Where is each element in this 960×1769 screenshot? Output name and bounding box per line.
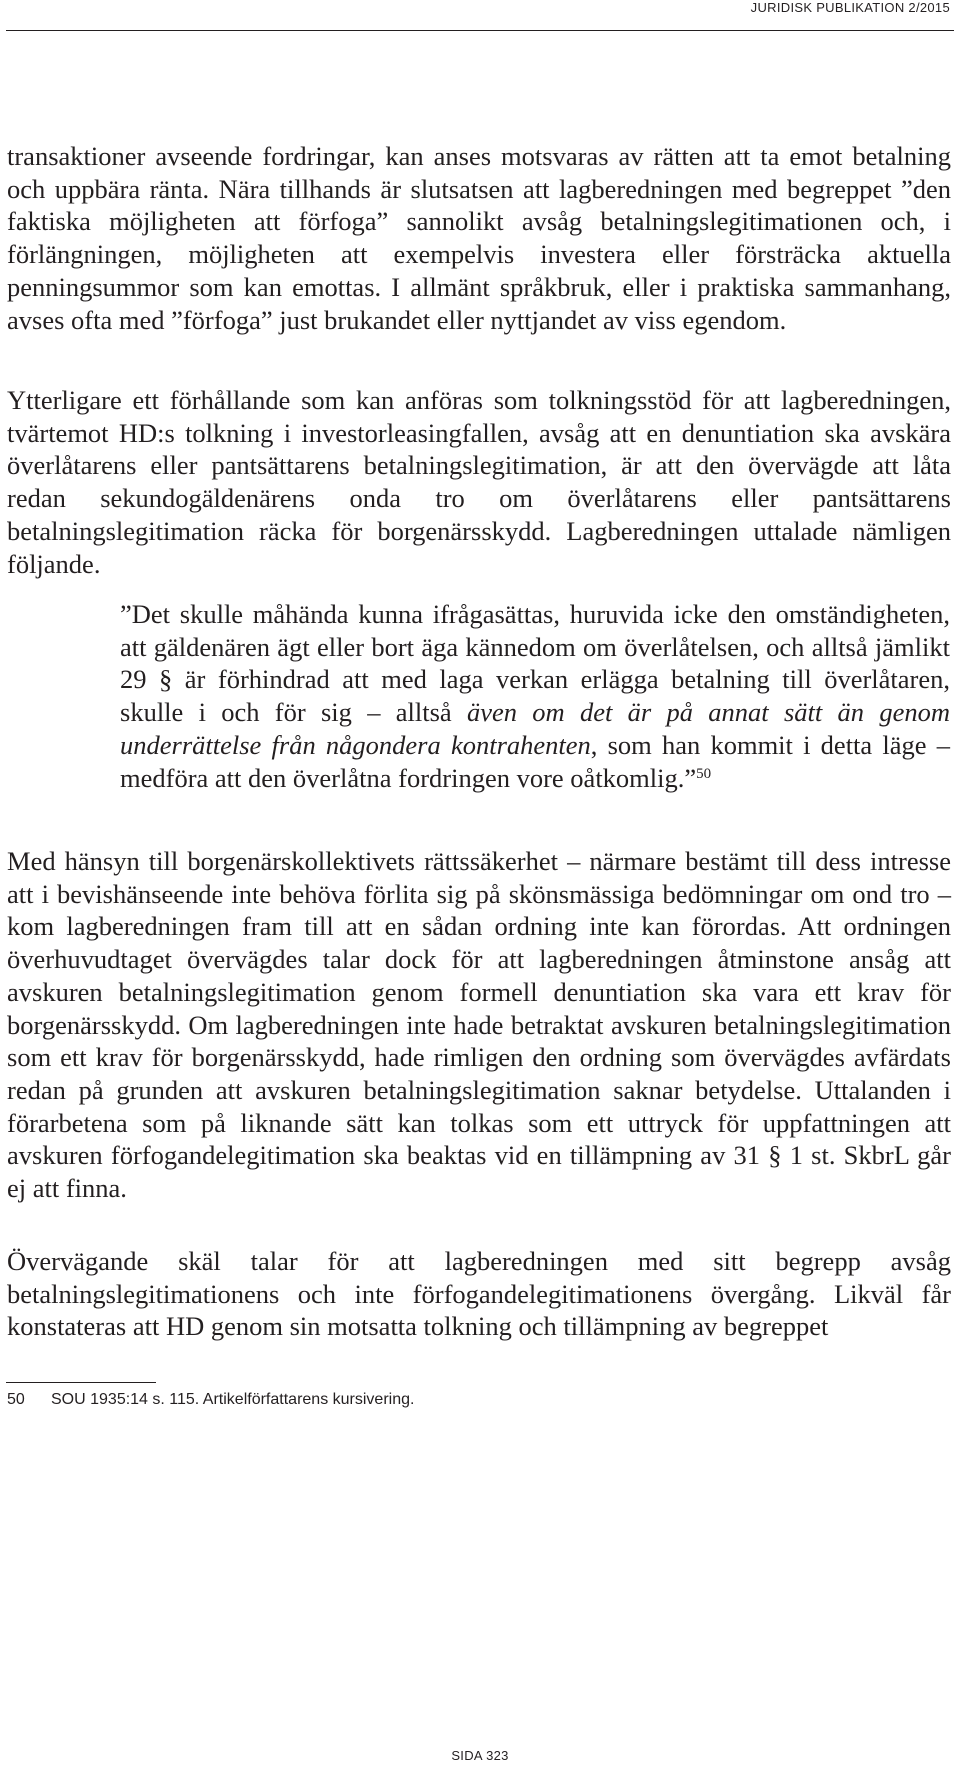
footnote — [7, 1390, 414, 1410]
footnote-text: SOU 1935:14 s. 115. Artikelförfattarens kursivering. — [51, 1391, 415, 1408]
paragraph-4: Övervägande skäl talar för att lagberedningen med sitt begrepp avsåg betalningslegitimationens och inte förfogandelegitimationens övergång. Likväl får konstateras att HD genom sin motsatta tolkning och tillämpning av begreppet — [7, 1246, 951, 1342]
paragraph-1: transaktioner avseende fordringar, kan anses motsvaras av rätten att ta emot betalning och uppbära ränta. Nära tillhands är slutsatsen att lagberedningen med begreppet ”den faktiska möjligheten att förfoga” sannolikt avsåg betalningslegitimationen och, i förlängningen, möjligheten att exempelvis investera eller försträcka aktuella penningsummor som kan emottas. I allmänt språkbruk, eller i praktiska sammanhang, avses ofta med ”förfoga” just brukandet eller nyttjandet av viss egendom. — [7, 141, 951, 335]
paragraph-3: Med hänsyn till borgenärskollektivets rättssäkerhet – närmare bestämt till dess intresse att i bevishänseende inte behöva förlita sig på skönsmässiga bedömningar om ond tro – kom lagberedningen fram till att en sådan ordning inte kan förordas. Att ordningen överhuvudtaget övervägdes talar dock för att lagberedningen åtminstone ansåg att avskuren betalningslegitimation genom formell denuntiation ska vara ett krav för borgenärsskydd. Om lagberedningen inte hade betraktat avskuren betalningslegitimation som ett krav för borgenärsskydd, hade rimligen den ordning som övervägdes avfärdats redan på grunden att avskuren betalningslegitimation saknar betydelse. Uttalanden i förarbetena som på liknande sätt kan tolkas som ett uttryck för uppfattningen att avskuren förfogandelegitimation ska beaktas vid en tillämpning av 31 § 1 st. SkbrL går ej att finna. — [7, 846, 951, 1204]
page-number: SIDA 323 — [451, 1748, 509, 1763]
paragraph-2: Ytterligare ett förhållande som kan anföras som tolkningsstöd för att lagberedningen, tvärtemot HD:s tolkning i investorleasingfallen, avsåg att en denuntiation ska avskära överlåtarens eller pantsättarens betalningslegitimation, är att den övervägde att låta redan sekundogäldenärens onda tro om överlåtarens eller pantsättarens betalningslegitimation räcka för borgenärsskydd. Lagberedningen uttalade nämligen följande. — [7, 385, 951, 579]
footnote-number: 50 — [7, 1391, 25, 1408]
quote-italic-text: även om det är på annat sätt än genom underrättelse från någondera kontrahenten — [120, 697, 950, 760]
block-quote — [120, 598, 950, 794]
footnote-divider — [6, 1382, 156, 1383]
footnote-reference[interactable]: 50 — [696, 765, 712, 782]
header-divider — [6, 30, 954, 31]
quote-text-start: ”Det skulle måhända kunna ifrågasättas, huruvida icke den omständigheten, att gäldenären ägt eller bort äga kännedom om överlåtelsen, och alltså jämlikt 29 § är förhindrad att med laga verkan erlägga betalning till överlåtaren, skulle i och för sig – alltså — [120, 599, 950, 728]
running-header: JURIDISK PUBLIKATION 2/2015 — [750, 0, 950, 15]
quote-text-end: , som han kommit i detta läge – medföra att den överlåtna fordringen vore oåtkomlig.” — [120, 729, 950, 793]
